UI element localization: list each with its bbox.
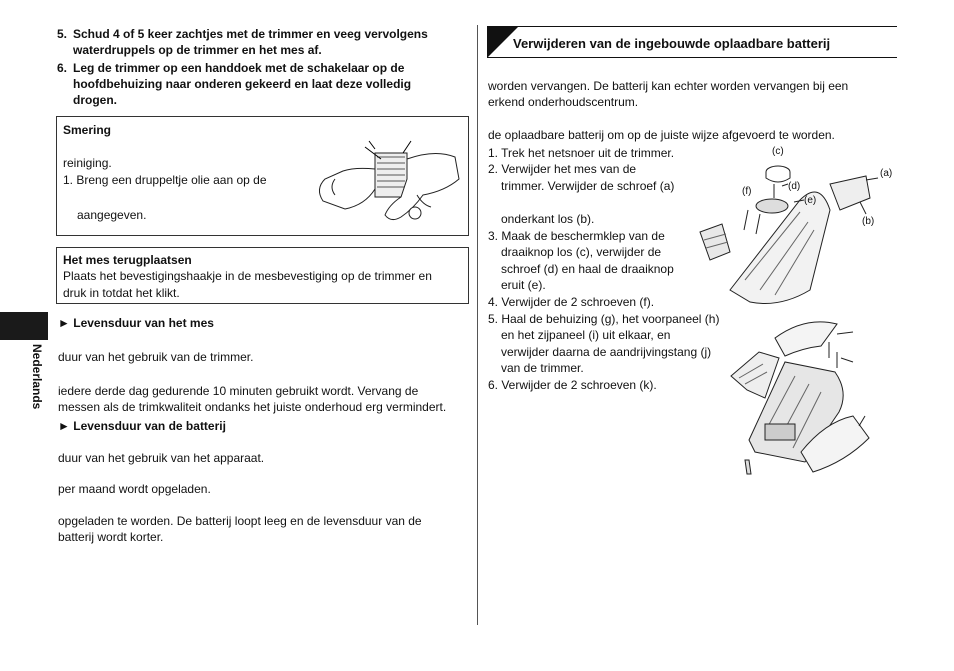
levensduur-batterij-heading xyxy=(58,419,226,433)
disassembly-diagram-bottom xyxy=(725,312,875,480)
levensduur-batterij-text: opgeladen te worden. De batterij loopt leeg en de levensduur van de xyxy=(58,514,422,528)
step-text: drogen. xyxy=(73,93,117,107)
language-tab xyxy=(0,312,48,340)
step-item: 4. Verwijder de 2 schroeven (f). xyxy=(488,295,655,309)
levensduur-mes-title: Levensduur van het mes xyxy=(73,316,214,330)
step-item: 3. Maak de beschermklep van de xyxy=(488,229,665,243)
mes-terug-title: Het mes terugplaatsen xyxy=(63,253,192,267)
smering-text: reiniging. xyxy=(63,156,112,170)
smering-box xyxy=(56,116,469,236)
step-item: en het zijpaneel (i) uit elkaar, en xyxy=(501,328,671,342)
step-item: onderkant los (b). xyxy=(501,212,595,226)
smering-text: aangegeven. xyxy=(77,208,147,222)
callout-a: (a) xyxy=(880,168,893,179)
smering-title: Smering xyxy=(63,123,112,137)
callout-e: (e) xyxy=(804,195,817,206)
callout-d: (d) xyxy=(788,181,801,192)
step-text: waterdruppels op de trimmer en het mes af. xyxy=(73,43,322,57)
step-item: draaiknop los (c), verwijder de xyxy=(501,245,662,259)
para-text: erkend onderhoudscentrum. xyxy=(488,95,639,109)
mes-terug-text: druk in totdat het klikt. xyxy=(63,286,180,300)
para-text: worden vervangen. De batterij kan echter worden vervangen bij een xyxy=(488,79,849,93)
step-item: 6. Verwijder de 2 schroeven (k). xyxy=(488,378,657,392)
step-text: Schud 4 of 5 keer zachtjes met de trimmer en veeg vervolgens xyxy=(73,27,428,41)
mes-terug-text: Plaats het bevestigingshaakje in de mesbevestiging op de trimmer en xyxy=(63,269,432,283)
callout-c: (c) xyxy=(772,146,784,157)
column-divider xyxy=(477,25,478,625)
levensduur-mes-text: iedere derde dag gedurende 10 minuten gebruikt wordt. Vervang de xyxy=(58,384,419,398)
smering-text: 1. Breng een druppeltje olie aan op de xyxy=(63,173,267,187)
levensduur-batterij-text: per maand wordt opgeladen. xyxy=(58,482,211,496)
disassembly-diagram-top xyxy=(690,140,900,312)
language-label: Nederlands xyxy=(30,344,44,410)
step-item: verwijder daarna de aandrijvingstang (j) xyxy=(501,345,712,359)
step-text: hoofdbehuizing naar onderen gekeerd en laat deze volledig xyxy=(73,77,412,91)
step-item: 1. Trek het netsnoer uit de trimmer. xyxy=(488,146,675,160)
para-text: de oplaadbare batterij om op de juiste wijze afgevoerd te worden. xyxy=(488,128,835,142)
play-triangle-icon: ► xyxy=(58,316,70,330)
levensduur-batterij-text: duur van het gebruik van het apparaat. xyxy=(58,451,265,465)
levensduur-mes-text: messen als de trimkwaliteit ondanks het juiste onderhoud erg vermindert. xyxy=(58,400,447,414)
levensduur-mes-heading xyxy=(58,316,214,330)
step-item: trimmer. Verwijder de schroef (a) xyxy=(501,179,675,193)
section-heading: Verwijderen van de ingebouwde oplaadbare batterij xyxy=(513,36,831,51)
step-item: eruit (e). xyxy=(501,278,546,292)
play-triangle-icon: ► xyxy=(58,419,70,433)
step-number: 6. xyxy=(57,61,68,75)
levensduur-mes-text: duur van het gebruik van de trimmer. xyxy=(58,350,254,364)
step-item: 5. Haal de behuizing (g), het voorpaneel (h) xyxy=(488,312,720,326)
step-text: Leg de trimmer op een handdoek met de schakelaar op de xyxy=(73,61,405,75)
levensduur-batterij-text: batterij wordt korter. xyxy=(58,530,164,544)
oiling-illustration xyxy=(305,139,461,229)
step-item: 2. Verwijder het mes van de xyxy=(488,162,637,176)
step-number: 5. xyxy=(57,27,68,41)
step-item: van de trimmer. xyxy=(501,361,584,375)
mes-terug-box xyxy=(56,247,469,304)
step-item: schroef (d) en haal de draaiknop xyxy=(501,262,674,276)
callout-b: (b) xyxy=(862,216,875,227)
callout-f: (f) xyxy=(742,186,752,197)
levensduur-batterij-title: Levensduur van de batterij xyxy=(73,419,226,433)
